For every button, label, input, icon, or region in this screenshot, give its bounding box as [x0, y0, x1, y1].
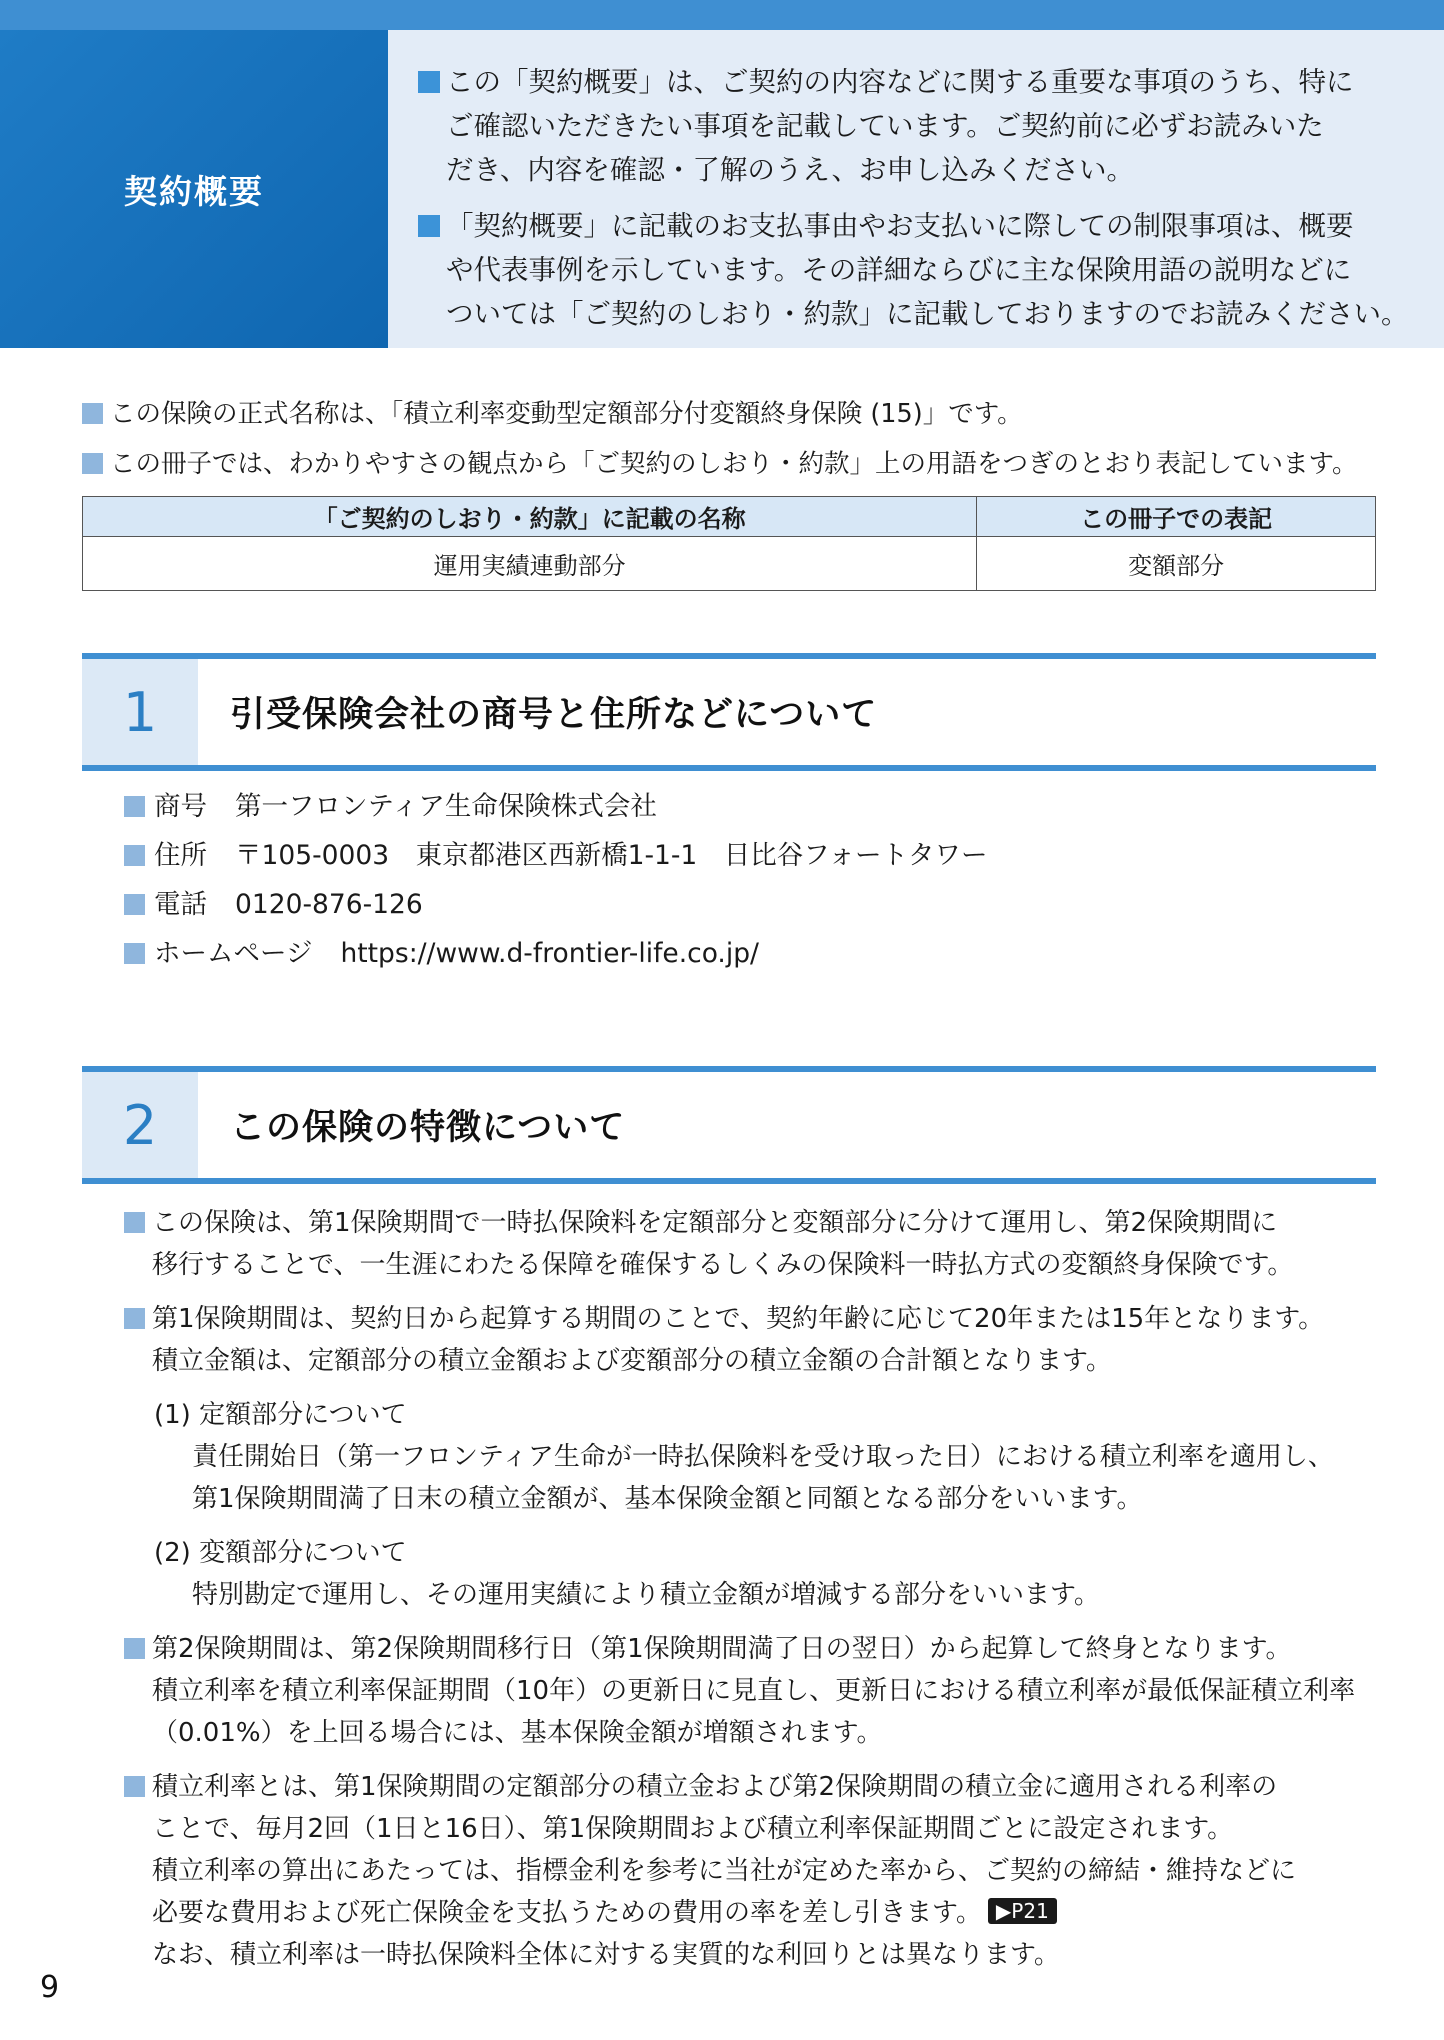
- section-number: 1: [82, 659, 198, 765]
- notice-paragraph: 「契約概要」に記載のお支払事由やお支払いに際しての制限事項は、概要 や代表事例を示しています。その詳細ならびに主な保険用語の説明などに ついては「ご契約のしおり・約款」に記載しておりますのでお読みください。: [418, 204, 1404, 336]
- bullet-square-icon: [124, 1308, 145, 1329]
- table-header-row: [83, 497, 1376, 537]
- company-address-row: 住所 〒105-0003 東京都港区西新橋1-1-1 日比谷フォートタワー: [124, 837, 987, 875]
- table-header-cell: 「ご契約のしおり・約款」に記載の名称: [83, 497, 977, 537]
- bullet-square-icon: [124, 1638, 145, 1659]
- features-body: [124, 1202, 1384, 1988]
- notice-paragraph: この「契約概要」は、ご契約の内容などに関する重要な事項のうち、特に ご確認いただきたい事項を記載しています。ご契約前に必ずお読みいた だき、内容を確認・了解のうえ、お申し込みください。: [418, 60, 1404, 192]
- intro-note: この保険の正式名称は、「積立利率変動型定額部分付変額終身保険 (15)」です。: [82, 396, 1382, 432]
- page-reference-link[interactable]: ▶P21: [988, 1898, 1057, 1924]
- feature-paragraph: 積立利率とは、第1保険期間の定額部分の積立金および第2保険期間の積立金に適用される利率の ことで、毎月2回（1日と16日）、第1保険期間および積立利率保証期間ごとに設定されます。 積立利率の算出にあたっては、指標金利を参考に当社が定めた率から、ご契約の締結・維持などに 必要な費用および死亡保険金を支払うための費用の率を差し引きます。 ▶P21 なお、積立利率は一時払保険料全体に対する実質的な利回りとは異なります。: [124, 1766, 1384, 1976]
- terms-table: [82, 496, 1376, 591]
- variable-part-subsection: (2) 変額部分について 特別勘定で運用し、その運用実績により積立金額が増減する部分をいいます。: [124, 1532, 1384, 1616]
- subsection-title: (2) 変額部分について: [154, 1538, 407, 1568]
- intro-notes: [82, 396, 1382, 496]
- bullet-square-icon: [124, 894, 145, 915]
- table-header-cell: この冊子での表記: [977, 497, 1376, 537]
- homepage-link[interactable]: https://www.d-frontier-life.co.jp/: [340, 938, 759, 969]
- company-homepage-row: ホームページ https://www.d-frontier-life.co.jp/: [124, 935, 987, 973]
- fixed-part-subsection: (1) 定額部分について 責任開始日（第一フロンティア生命が一時払保険料を受け取った日）における積立利率を適用し、 第1保険期間満了日末の積立金額が、基本保険金額と同額となる部分をいいます。: [124, 1394, 1384, 1520]
- company-phone-row: 電話 0120-876-126: [124, 886, 987, 924]
- section-title: 引受保険会社の商号と住所などについて: [230, 695, 878, 735]
- bullet-square-icon: [124, 1776, 145, 1797]
- section-title: この保険の特徴について: [230, 1108, 626, 1148]
- company-info: [124, 788, 987, 984]
- bullet-square-icon: [124, 943, 145, 964]
- bullet-square-icon: [124, 1212, 145, 1233]
- hero-title-panel: [0, 30, 388, 348]
- bullet-square-icon: [82, 453, 103, 474]
- feature-paragraph: 第1保険期間は、契約日から起算する期間のことで、契約年齢に応じて20年または15年となります。 積立金額は、定額部分の積立金額および変額部分の積立金額の合計額となります。: [124, 1298, 1384, 1382]
- section-number: 2: [82, 1072, 198, 1178]
- bullet-square-icon: [418, 71, 440, 93]
- feature-paragraph: この保険は、第1保険期間で一時払保険料を定額部分と変額部分に分けて運用し、第2保険期間に 移行することで、一生涯にわたる保障を確保するしくみの保険料一時払方式の変額終身保険です。: [124, 1202, 1384, 1286]
- page-number: 9: [40, 1970, 60, 2005]
- top-accent-bar: [0, 0, 1444, 30]
- bullet-square-icon: [124, 796, 145, 817]
- section-2-header: [82, 1066, 1376, 1184]
- bullet-square-icon: [418, 215, 440, 237]
- bullet-square-icon: [82, 403, 103, 424]
- table-row: [83, 537, 1376, 591]
- page-title: 契約概要: [124, 171, 264, 211]
- intro-note: この冊子では、わかりやすさの観点から「ご契約のしおり・約款」上の用語をつぎのとおり表記しています。: [82, 446, 1382, 482]
- subsection-title: (1) 定額部分について: [154, 1400, 407, 1430]
- table-cell: 運用実績連動部分: [83, 537, 977, 591]
- table-cell: 変額部分: [977, 537, 1376, 591]
- bullet-square-icon: [124, 845, 145, 866]
- hero-notice-panel: [388, 30, 1444, 348]
- feature-paragraph: 第2保険期間は、第2保険期間移行日（第1保険期間満了日の翌日）から起算して終身となります。 積立利率を積立利率保証期間（10年）の更新日に見直し、更新日における積立利率が最低保証積立利率 （0.01%）を上回る場合には、基本保険金額が増額されます。: [124, 1628, 1384, 1754]
- company-name-row: 商号 第一フロンティア生命保険株式会社: [124, 788, 987, 826]
- section-1-header: [82, 653, 1376, 771]
